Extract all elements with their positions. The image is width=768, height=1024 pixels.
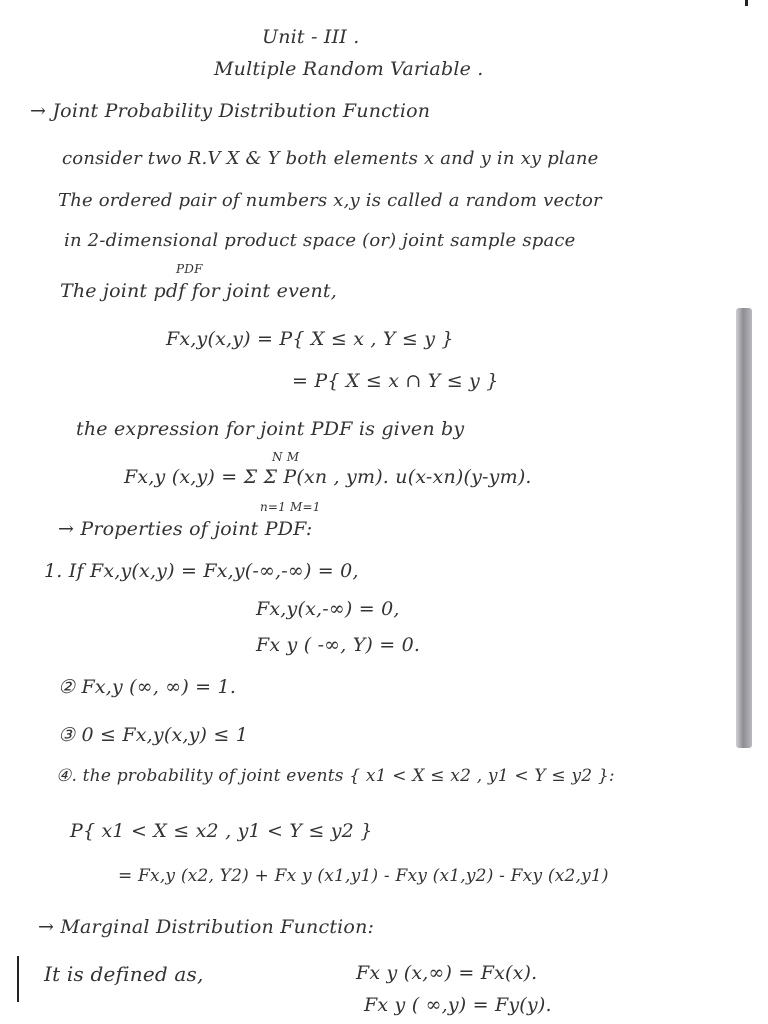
text-line: The joint pdf for joint event,	[60, 280, 337, 302]
property-3: ③ 0 ≤ Fx,y(x,y) ≤ 1	[58, 724, 249, 746]
scan-edge-shadow	[736, 308, 752, 748]
property-1b: Fx,y(x,-∞) = 0,	[256, 598, 400, 620]
section-heading-joint-distribution: → Joint Probability Distribution Function	[30, 100, 431, 122]
scan-edge-mark	[17, 956, 19, 1002]
text-line: in 2-dimensional product space (or) joint sample space	[64, 230, 576, 251]
equation-joint-cdf: Fx,y(x,y) = P{ X ≤ x , Y ≤ y }	[166, 328, 454, 350]
summation-upper-limits: N M	[272, 450, 300, 464]
text-line: consider two R.V X & Y both elements x and y in xy plane	[62, 148, 599, 169]
pdf-annotation: PDF	[176, 262, 203, 276]
marginal-definition: It is defined as,	[44, 962, 204, 986]
section-heading-marginal: → Marginal Distribution Function:	[38, 916, 375, 938]
property-2: ② Fx,y (∞, ∞) = 1.	[58, 676, 237, 698]
topic-title: Multiple Random Variable .	[214, 58, 484, 80]
marginal-equation-y: Fx y ( ∞,y) = Fy(y).	[364, 994, 552, 1016]
property-4: ④. the probability of joint events { x1 < X ≤ x2 , y1 < Y ≤ y2 }:	[56, 766, 615, 786]
property-4-expansion: = Fx,y (x2, Y2) + Fx y (x1,y1) - Fxy (x1,y2) - Fxy (x2,y1)	[118, 866, 609, 886]
unit-title: Unit - III .	[262, 26, 360, 48]
summation-lower-limits: n=1 M=1	[260, 500, 321, 514]
section-heading-properties: → Properties of joint PDF:	[58, 518, 313, 540]
text-line: the expression for joint PDF is given by	[76, 418, 465, 440]
text-line: The ordered pair of numbers x,y is called a random vector	[58, 190, 602, 211]
equation-joint-pdf-sum: Fx,y (x,y) = Σ Σ P(xn , ym). u(x-xn)(y-ym).	[124, 466, 532, 488]
property-1c: Fx y ( -∞, Y) = 0.	[256, 634, 421, 656]
scan-corner-mark	[745, 0, 748, 6]
property-4-probability: P{ x1 < X ≤ x2 , y1 < Y ≤ y2 }	[70, 820, 373, 842]
property-1: 1. If Fx,y(x,y) = Fx,y(-∞,-∞) = 0,	[44, 560, 359, 582]
equation-joint-cdf-intersection: = P{ X ≤ x ∩ Y ≤ y }	[292, 370, 499, 392]
marginal-equation-x: Fx y (x,∞) = Fx(x).	[356, 962, 538, 984]
